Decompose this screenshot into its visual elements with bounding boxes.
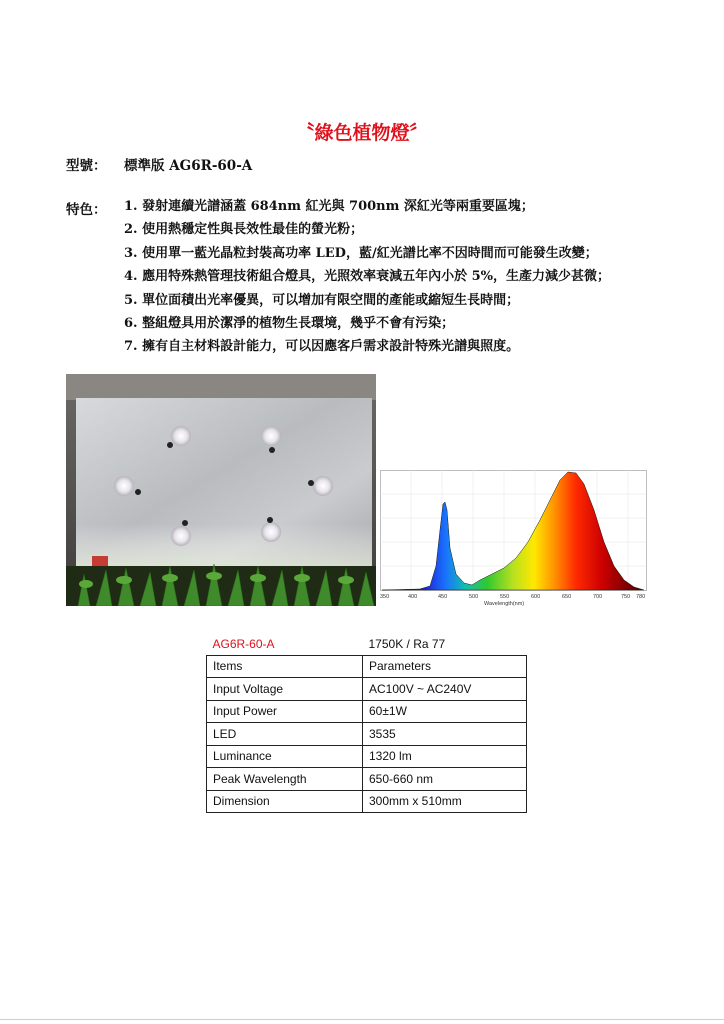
product-photo (66, 374, 376, 606)
table-row (207, 678, 527, 701)
table-row (207, 633, 527, 655)
x-tick: 450 (438, 594, 448, 600)
x-tick: 650 (562, 594, 572, 600)
features-label: 特色： (66, 202, 107, 218)
model-value: 標準版 AG6R-60-A (124, 158, 253, 174)
page-title: 〝綠色植物燈〞 (295, 122, 429, 144)
feature-item: 2. 使用熱穩定性與長效性最佳的螢光粉； (124, 222, 364, 238)
table-cell: Luminance (207, 745, 363, 768)
x-tick: 700 (593, 594, 603, 600)
page-bottom-divider (0, 1019, 724, 1020)
table-cell: 60±1W (363, 700, 527, 723)
table-cell: Input Power (207, 700, 363, 723)
table-cell: Input Voltage (207, 678, 363, 701)
table-cell: 3535 (363, 723, 527, 746)
table-row (207, 745, 527, 768)
spec-table (206, 633, 527, 813)
table-cell: Parameters (363, 655, 527, 678)
feature-item: 7. 擁有自主材料設計能力，可以因應客戶需求設計特殊光譜與照度。 (124, 339, 520, 355)
model-label: 型號： (66, 158, 107, 174)
table-cell: 1320 lm (363, 745, 527, 768)
table-row (207, 700, 527, 723)
table-cell: 300mm x 510mm (363, 790, 527, 813)
feature-item: 4. 應用特殊熱管理技術組合燈具，光照效率衰減五年內小於 5%，生產力減少甚微； (124, 269, 611, 285)
table-row (207, 790, 527, 813)
x-tick: 600 (531, 594, 541, 600)
features-list (124, 198, 610, 362)
table-cell: 650-660 nm (363, 768, 527, 791)
table-row (207, 655, 527, 678)
spectrum-chart (380, 470, 650, 610)
x-tick: 500 (469, 594, 479, 600)
table-cell: Peak Wavelength (207, 768, 363, 791)
x-tick: 780 (636, 594, 646, 600)
x-tick: 750 (621, 594, 631, 600)
x-tick: 350 (380, 594, 390, 600)
table-cell: Items (207, 655, 363, 678)
table-cell: LED (207, 723, 363, 746)
feature-item: 5. 單位面積出光率優異，可以增加有限空間的產能或縮短生長時間； (124, 292, 520, 308)
x-axis-label: Wavelength(nm) (484, 601, 525, 607)
feature-item: 6. 整組燈具用於潔淨的植物生長環境，幾乎不會有污染； (124, 315, 455, 331)
x-tick: 400 (408, 594, 418, 600)
table-cell: Dimension (207, 790, 363, 813)
feature-item: 1. 發射連續光譜涵蓋 684nm 紅光與 700nm 深紅光等兩重要區塊； (124, 199, 534, 214)
table-row (207, 768, 527, 791)
model-code: AG6R-60-A (212, 636, 275, 651)
table-row (207, 723, 527, 746)
feature-item: 3. 使用單一藍光晶粒封裝高功率 LED，藍/紅光譜比率不因時間而可能發生改變； (124, 245, 598, 261)
x-tick: 550 (500, 594, 510, 600)
model-info: 1750K / Ra 77 (368, 636, 446, 651)
table-cell: AC100V ~ AC240V (363, 678, 527, 701)
